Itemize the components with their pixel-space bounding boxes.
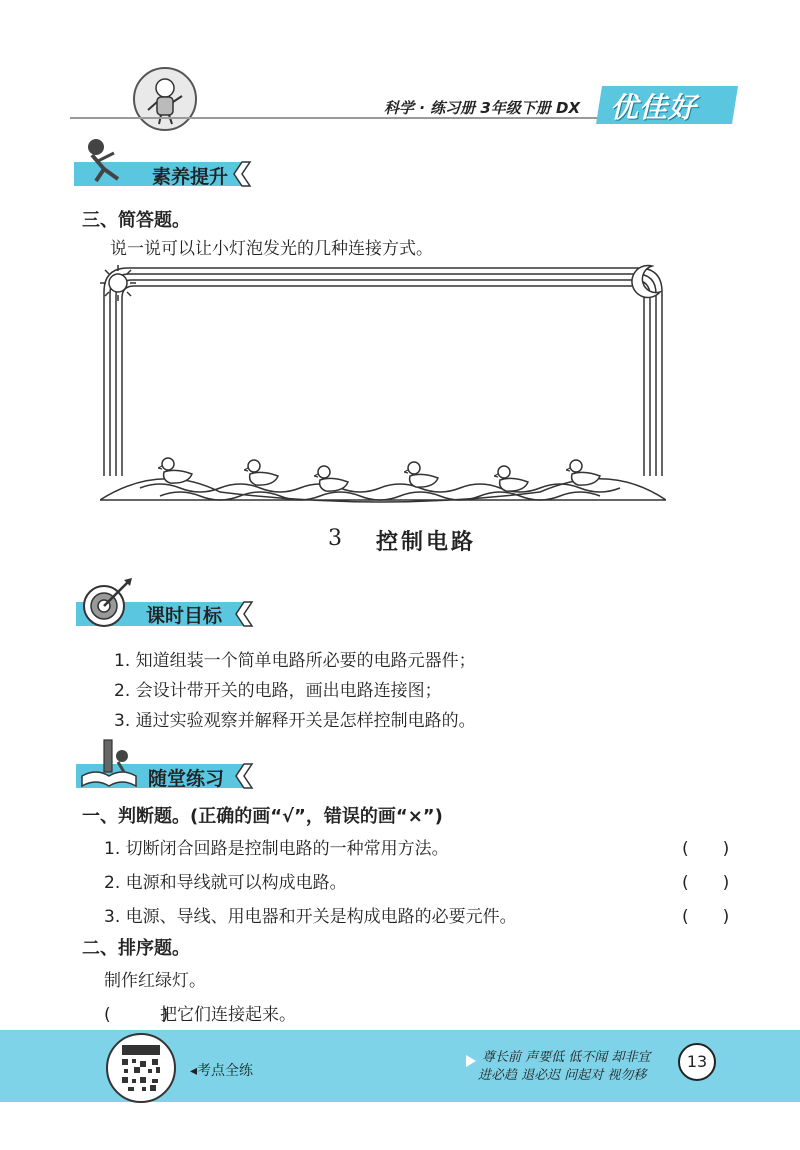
header-subject: 科学 · 练习册 3年级下册 DX [384, 99, 581, 117]
judge-item-text: 3. 电源、导线、用电器和开关是构成电路的必要元件。 [104, 907, 517, 927]
duck-icon [244, 458, 280, 488]
q2-title: 二、排序题。 [82, 938, 190, 959]
judge-item-text: 2. 电源和导线就可以构成电路。 [104, 873, 347, 893]
practice-banner-label: 随堂练习 [148, 768, 225, 790]
runner-icon [74, 135, 134, 187]
brand-logo-text: 优佳好 [610, 91, 698, 124]
footer-kaodian-label: ◂考点全练 [190, 1063, 254, 1079]
order-step-text: 把它们连接起来。 [160, 1005, 296, 1025]
footer-motto-line1: 尊长前 声要低 低不闻 却非宜 [482, 1050, 651, 1065]
target-icon [80, 574, 136, 630]
suyang-banner-label: 素养提升 [152, 166, 229, 188]
order-answer-blank[interactable]: ( ) [104, 1005, 169, 1025]
duck-icon [404, 460, 440, 490]
q2-subtitle: 制作红绿灯。 [104, 971, 206, 991]
book-icon [78, 736, 140, 792]
goal-item: 1. 知道组装一个简单电路所必要的电路元器件； [114, 651, 476, 671]
judge-item-text: 1. 切断闭合回路是控制电路的一种常用方法。 [104, 839, 449, 859]
judge-answer-blank[interactable]: ( ) [682, 907, 730, 927]
qr-code-icon[interactable] [106, 1033, 176, 1103]
q3-title: 三、简答题。 [82, 210, 190, 231]
sun-icon [98, 263, 138, 303]
footer-motto-line2: 进必趋 退必迟 问起对 视勿移 [478, 1068, 647, 1083]
play-arrow-icon [466, 1052, 476, 1064]
lesson-title: 控制电路 [376, 530, 477, 555]
goal-item: 2. 会设计带开关的电路，画出电路连接图； [114, 681, 442, 701]
lesson-number: 3 [328, 526, 342, 551]
moon-icon [624, 262, 664, 302]
duck-icon [566, 458, 602, 488]
duck-icon [158, 456, 194, 486]
q3-prompt: 说一说可以让小灯泡发光的几种连接方式。 [110, 239, 433, 259]
goals-banner-label: 课时目标 [146, 605, 223, 627]
q1-title: 一、判断题。(正确的画“√”，错误的画“×”) [82, 806, 443, 827]
goal-item: 3. 通过实验观察并解释开关是怎样控制电路的。 [114, 711, 476, 731]
page-number: 13 [678, 1043, 716, 1081]
judge-answer-blank[interactable]: ( ) [682, 873, 730, 893]
judge-answer-blank[interactable]: ( ) [682, 839, 730, 859]
header-mascot [132, 66, 198, 132]
duck-icon [494, 464, 530, 494]
duck-icon [314, 464, 350, 494]
